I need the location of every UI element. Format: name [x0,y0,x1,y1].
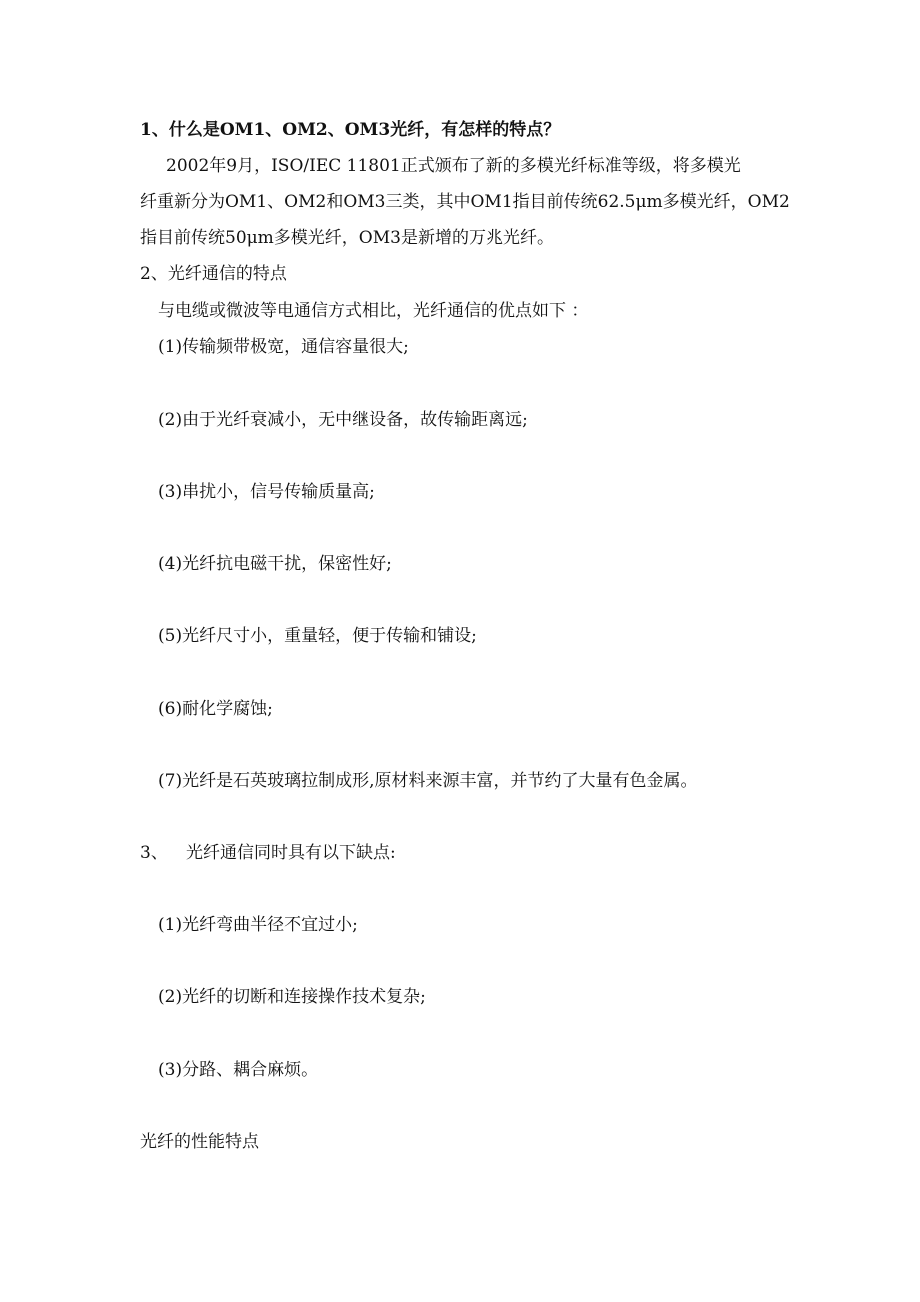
advantage-item: (5)光纤尺寸小，重量轻，便于传输和铺设; [158,626,477,646]
advantage-item: (1)传输频带极宽，通信容量很大; [158,337,409,357]
disadvantage-item: (1)光纤弯曲半径不宜过小; [158,915,358,935]
advantage-item: (2)由于光纤衰减小，无中继设备，故传输距离远; [158,410,528,430]
question-1-heading: 1、什么是OM1、OM2、OM3光纤，有怎样的特点？ [140,120,561,140]
advantage-item: (6)耐化学腐蚀; [158,699,273,719]
question-2-heading: 2、光纤通信的特点 [140,264,287,284]
section-title: 光纤的性能特点 [140,1132,259,1152]
disadvantage-item: (2)光纤的切断和连接操作技术复杂; [158,987,426,1007]
advantage-item: (4)光纤抗电磁干扰，保密性好; [158,554,392,574]
question-3-heading: 光纤通信同时具有以下缺点: [186,843,396,863]
question-1-paragraph-line-2: 纤重新分为OM1、OM2和OM3三类，其中OM1指目前传统62.5μm多模光纤，OM2 [140,192,790,212]
question-2-intro: 与电缆或微波等电通信方式相比，光纤通信的优点如下 ： [158,301,589,321]
question-3-number: 3、 [140,843,168,863]
question-1-paragraph-line-3: 指目前传统50μm多模光纤，OM3是新增的万兆光纤。 [140,228,554,248]
disadvantage-item: (3)分路、耦合麻烦。 [158,1060,319,1080]
advantage-item: (3)串扰小，信号传输质量高; [158,482,375,502]
question-1-paragraph-line-1: 2002年9月，ISO/IEC 11801正式颁布了新的多模光纤标准等级，将多模光 [166,156,741,176]
advantage-item: (7)光纤是石英玻璃拉制成形,原材料来源丰富，并节约了大量有色金属。 [158,771,698,791]
